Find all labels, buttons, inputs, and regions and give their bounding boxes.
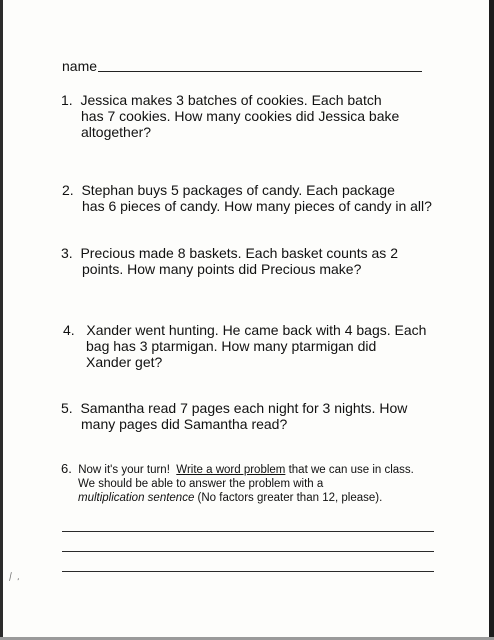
question-number: 1. xyxy=(61,92,73,108)
question-text-line: altogether? xyxy=(81,124,152,140)
question-6 xyxy=(61,462,414,505)
pencil-smudge-mark: ⁄ ˏ xyxy=(8,568,21,584)
question-text-line: bag has 3 ptarmigan. How many ptarmigan did xyxy=(86,338,377,354)
question-text: (No factors greater than 12, please). xyxy=(197,492,383,504)
question-text-line: Stephan buys 5 packages of candy. Each package xyxy=(81,182,395,198)
page-right-edge xyxy=(489,0,494,640)
question-number: 6. xyxy=(61,461,72,476)
answer-writing-line[interactable] xyxy=(62,571,434,572)
name-label: name xyxy=(62,58,98,74)
page-left-edge xyxy=(0,0,3,640)
question-5 xyxy=(61,400,407,432)
question-text-line: Precious made 8 baskets. Each basket counts as 2 xyxy=(80,245,398,261)
question-1 xyxy=(61,92,399,140)
answer-writing-line[interactable] xyxy=(62,531,434,532)
question-3 xyxy=(61,245,398,277)
question-4 xyxy=(63,322,426,370)
question-number: 2. xyxy=(62,182,74,198)
name-row xyxy=(62,58,424,74)
question-text-line: has 6 pieces of candy. How many pieces of candy in all? xyxy=(82,198,432,214)
question-text-line: Xander went hunting. He came back with 4 bags. Each xyxy=(86,322,427,338)
question-text-line: Samantha read 7 pages each night for 3 nights. How xyxy=(80,400,408,416)
question-text-line: Xander get? xyxy=(86,354,163,370)
answer-writing-line[interactable] xyxy=(62,551,434,552)
question-text-line: Jessica makes 3 batches of cookies. Each batch xyxy=(80,92,382,108)
question-text: Now it's your turn! xyxy=(78,464,170,476)
question-number: 5. xyxy=(61,400,73,416)
multiplication-sentence-term: multiplication sentence xyxy=(78,492,195,504)
question-2 xyxy=(62,182,432,214)
write-word-problem-emphasis: Write a word problem xyxy=(176,464,286,476)
question-number: 3. xyxy=(61,245,73,261)
question-text-line: many pages did Samantha read? xyxy=(81,416,288,432)
name-blank-line[interactable] xyxy=(98,71,422,72)
question-number: 4. xyxy=(63,322,75,338)
question-text: that we can use in class. xyxy=(288,464,414,476)
question-text-line: We should be able to answer the problem with a xyxy=(78,478,324,490)
question-text-line: points. How many points did Precious make? xyxy=(82,261,362,277)
question-text-line: has 7 cookies. How many cookies did Jessica bake xyxy=(81,108,400,124)
